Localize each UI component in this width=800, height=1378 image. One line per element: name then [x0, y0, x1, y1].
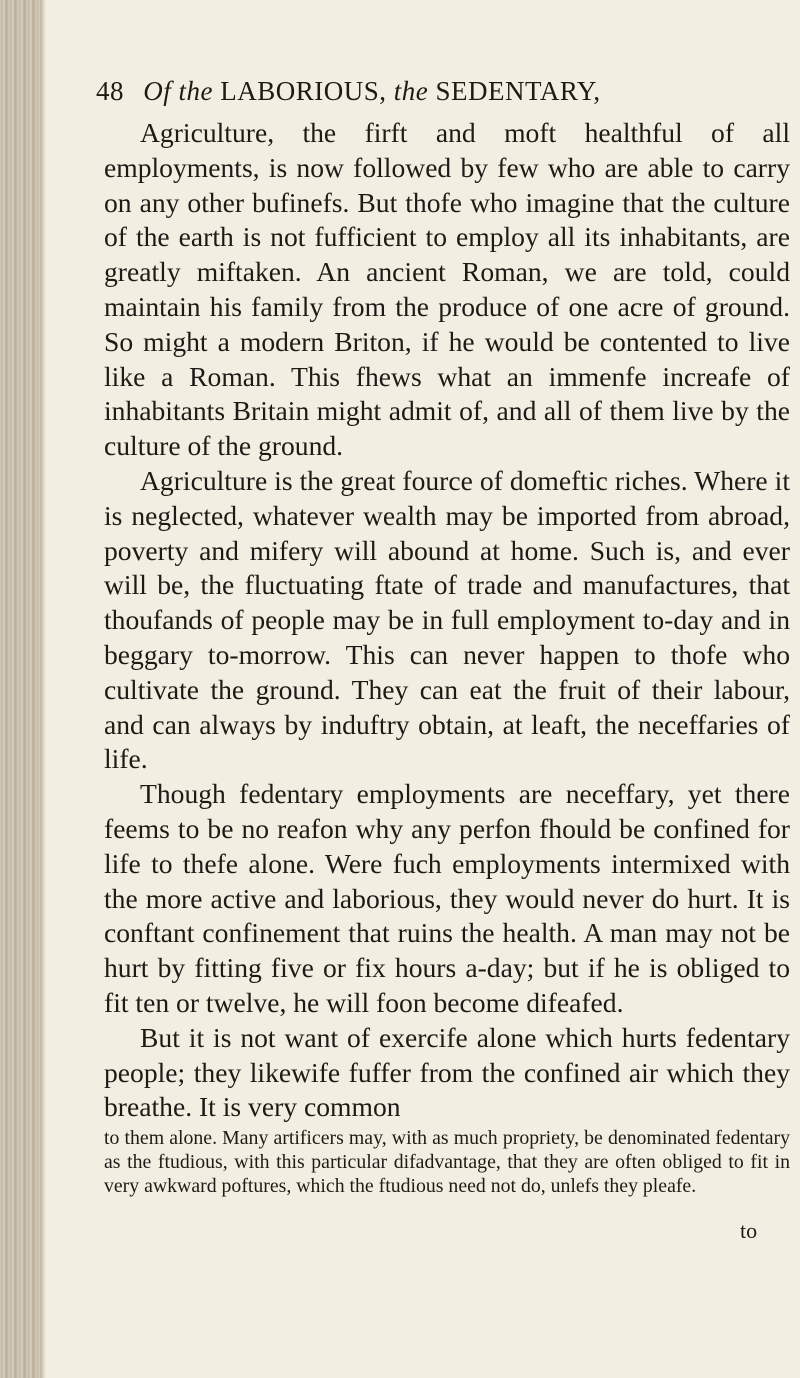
main-text [104, 116, 790, 1125]
paragraph-agriculture-healthful: Agriculture, the firft and moft healthful of all employments, is now followed by few who are able to carry on any other bufinefs. But thofe who imagine that the culture of the earth is not fufficient to employ all its inhabitants, are greatly miftaken. An ancient Roman, we are told, could maintain his family from the produce of one acre of ground. So might a modern Briton, if he would be contented to live like a Roman. This fhews what an immenfe increafe of inhabitants Britain might admit of, and all of them live by the culture of the ground. [104, 117, 790, 462]
gutter-shadow [40, 0, 46, 1378]
header-of-the: Of the [143, 76, 213, 106]
header-laborious: LABORIOUS, [220, 76, 387, 106]
paragraph-agriculture-riches: Agriculture is the great fource of domeftic riches. Where it is neglected, whatever wealth may be imported from abroad, poverty and mifery will abound at home. Such is, and ever will be, the fluctuating ftate of trade and manufactures, that thoufands of people may be in full employment to-day and in beggary to-morrow. This can never happen to thofe who cultivate the ground. They can eat the fruit of their labour, and can always by induftry obtain, at leaft, the neceffaries of life. [104, 464, 790, 775]
header-sedentary: SEDENTARY, [435, 76, 601, 106]
page-number: 48 [96, 76, 124, 106]
header-the: the [393, 76, 429, 106]
paragraph-confined-air: But it is not want of exercife alone which hurts fedentary people; they likewife fuffer from the confined air which they breathe. It is very common [104, 1021, 790, 1123]
catchword: to [740, 1218, 758, 1243]
running-header [96, 76, 796, 107]
footnote: to them alone. Many artificers may, with as much propriety, be denominated fedentary as the ftudious, with this particular difadvantage, that they are often obliged to fit in very awkward poftures, which the ftudious need not do, unlefs they pleafe. [104, 1127, 790, 1197]
paragraph-sedentary-employments: Though fedentary employments are neceffary, yet there feems to be no reafon why any perfon fhould be confined for life to thefe alone. Were fuch employments intermixed with the more active and laborious, they would never do hurt. It is conftant confinement that ruins the health. A man may not be hurt by fitting five or fix hours a-day; but if he is obliged to fit ten or twelve, he will foon become difeafed. [104, 778, 790, 1018]
book-binding-edge [0, 0, 40, 1378]
